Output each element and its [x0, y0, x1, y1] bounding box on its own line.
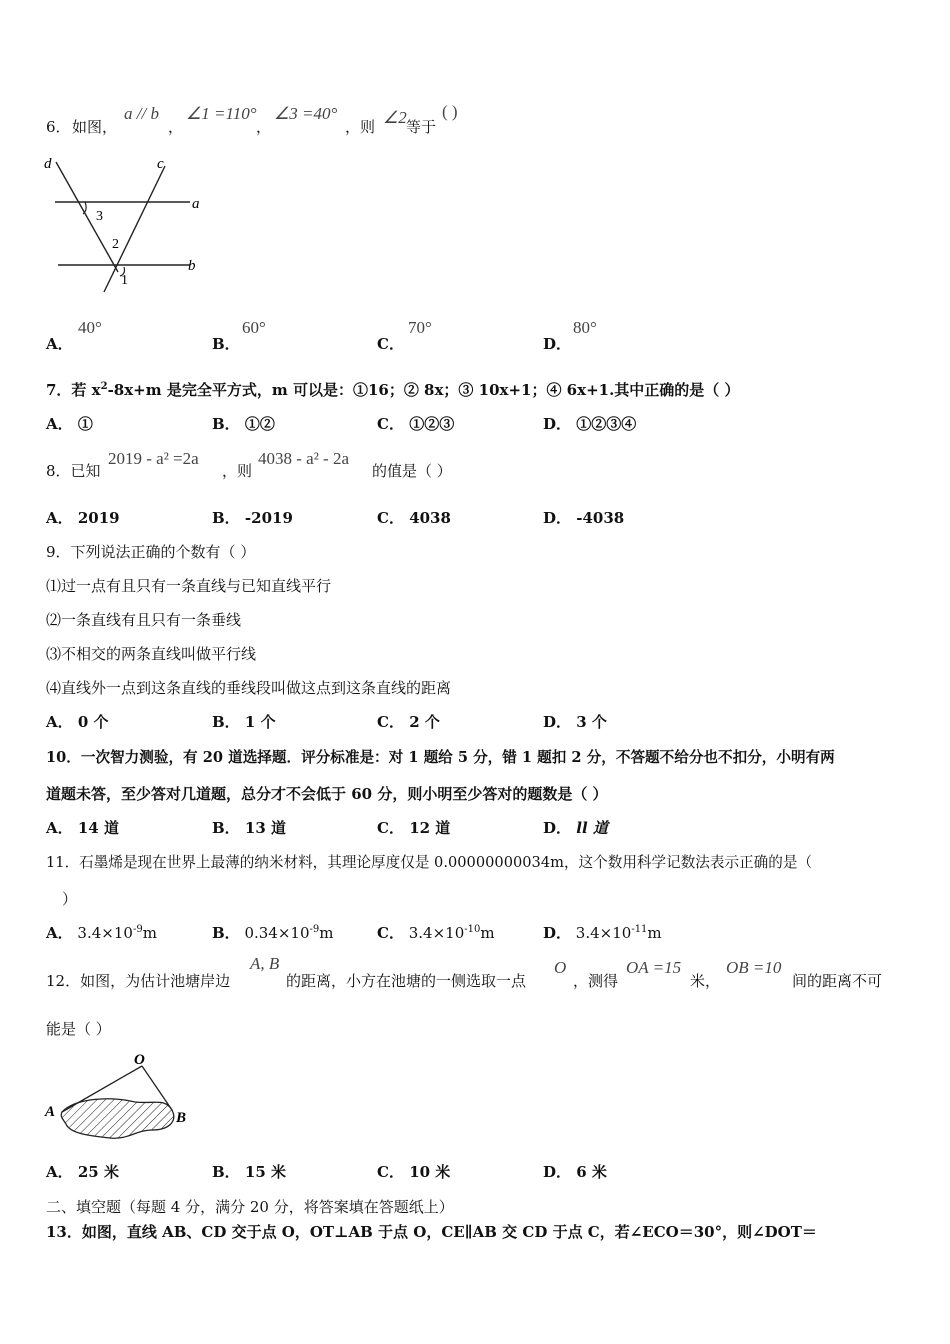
- option-letter: D．: [543, 335, 572, 353]
- option-b: B． $0.34\times 10^{-9}m$: [212, 924, 334, 942]
- question-text-line-2: 道题未答，至少答对几道题，总分才不会低于 60 分，则小明至少答对的题数是（ ）: [46, 785, 608, 803]
- option-b: B． 15 米: [212, 1163, 287, 1181]
- parallel-lines-figure: [40, 150, 215, 300]
- option-b: B． ①②: [212, 415, 275, 433]
- label-o: O: [134, 1052, 145, 1068]
- label-b: b: [188, 258, 196, 274]
- option-value: 60°: [242, 318, 266, 337]
- label-a: A: [45, 1104, 56, 1120]
- question-text: ，测得: [573, 972, 619, 990]
- line-d: [56, 162, 118, 272]
- option-c: C． 4038: [377, 509, 451, 527]
- option-d: D． -4038: [543, 509, 625, 527]
- option-letter: C．: [377, 335, 404, 353]
- option-d: D． 3 个: [543, 713, 607, 731]
- option-b: B． -2019: [212, 509, 293, 527]
- punctuation: ，: [168, 118, 184, 136]
- question-text: 9．下列说法正确的个数有（ ）: [46, 543, 256, 561]
- question-text: 7．若 $x^2-8x+m$ 是完全平方式，m 可以是：①16；② 8x；③ 10x+1；④ 6x+1.其中正确的是（ ）: [46, 381, 740, 399]
- question-text: 12．如图，为估计池塘岸边: [46, 972, 231, 990]
- statement-4: ⑷直线外一点到这条直线的垂线段叫做这点到这条直线的距离: [46, 679, 452, 697]
- option-b: B． 13 道: [212, 819, 287, 837]
- statement-2: ⑵一条直线有且只有一条垂线: [46, 611, 242, 629]
- option-letter: B．: [212, 335, 240, 353]
- question-number: 6．: [46, 118, 71, 136]
- option-d: D． $3.4\times 10^{-11}m$: [543, 924, 662, 942]
- line-c: [104, 166, 165, 292]
- option-a: A． 25 米: [46, 1163, 119, 1181]
- option-value: 70°: [408, 318, 432, 337]
- option-a: A． 14 道: [46, 819, 119, 837]
- math-expression: OB =10: [726, 958, 782, 977]
- angle-3-arc: [83, 202, 86, 214]
- label-d: d: [44, 156, 52, 172]
- option-c: C． 12 道: [377, 819, 451, 837]
- label-a: a: [192, 196, 200, 212]
- label-1: 1: [121, 273, 128, 288]
- question-text: 等于: [406, 118, 437, 136]
- option-a: A． ①: [46, 415, 93, 433]
- statement-3: ⑶不相交的两条直线叫做平行线: [46, 645, 257, 663]
- question-text-line-2: ）: [62, 890, 78, 908]
- math-expression: 4038 - a² - 2a: [258, 449, 350, 468]
- option-value: 80°: [573, 318, 597, 337]
- option-value: 40°: [78, 318, 102, 337]
- math-expression: A, B: [250, 954, 280, 973]
- option-a: A． 2019: [46, 509, 120, 527]
- question-text: ，则: [222, 462, 253, 480]
- option-letter: A．: [46, 335, 73, 353]
- question-text: 的值是（ ）: [372, 462, 452, 480]
- question-text: 间的距离不可: [792, 972, 883, 990]
- option-b: B． 1 个: [212, 713, 276, 731]
- statement-1: ⑴过一点有且只有一条直线与已知直线平行: [46, 577, 332, 595]
- question-text-line-2: 能是（ ）: [46, 1020, 111, 1038]
- option-c: C． 10 米: [377, 1163, 451, 1181]
- option-a: A． $3.4\times 10^{-9}m$: [46, 924, 157, 942]
- question-text: 的距离，小方在池塘的一侧选取一点: [286, 972, 527, 990]
- option-c: C． $3.4\times 10^{-10}m$: [377, 924, 495, 942]
- question-text: 8．已知: [46, 462, 101, 480]
- option-c: C． ①②③: [377, 415, 455, 433]
- question-text: ，则: [345, 118, 376, 136]
- label-b: B: [176, 1110, 187, 1126]
- pond-shape: [61, 1099, 174, 1138]
- math-expression: a // b: [124, 104, 159, 123]
- label-c: c: [157, 156, 164, 172]
- option-d: D． 6 米: [543, 1163, 607, 1181]
- math-expression: O: [554, 958, 567, 977]
- math-expression: ∠2: [383, 108, 407, 127]
- label-2: 2: [112, 237, 119, 252]
- math-expression: 2019 - a² =2a: [108, 449, 199, 468]
- option-d: D． ll 道: [543, 819, 608, 837]
- question-13-text: 13．如图，直线 AB、CD 交于点 O，OT⊥AB 于点 O，CE∥AB 交 CD 于点 C，若∠ECO＝30°，则∠DOT＝: [46, 1223, 817, 1241]
- question-text-line-1: 11．石墨烯是现在世界上最薄的纳米材料，其理论厚度仅是 0.00000000034m，这个数用科学记数法表示正确的是（: [46, 854, 813, 871]
- question-text: 如图，: [72, 118, 118, 136]
- option-c: C． 2 个: [377, 713, 440, 731]
- pond-figure: [40, 1046, 200, 1146]
- section-heading: 二、填空题（每题 4 分，满分 20 分，将答案填在答题纸上）: [46, 1198, 454, 1216]
- option-a: A． 0 个: [46, 713, 109, 731]
- option-d: D． ①②③④: [543, 415, 637, 433]
- math-expression: ∠3 =40°: [274, 104, 338, 123]
- label-3: 3: [96, 209, 103, 224]
- math-expression: OA =15: [626, 958, 682, 977]
- question-text-line-1: 10．一次智力测验，有 20 道选择题．评分标准是：对 1 题给 5 分，错 1 题扣 2 分，不答题不给分也不扣分，小明有两: [46, 749, 835, 766]
- question-text: 米，: [690, 972, 721, 990]
- answer-paren: ( ): [442, 102, 458, 121]
- math-expression: ∠1 =110°: [186, 104, 257, 123]
- punctuation: ，: [256, 118, 272, 136]
